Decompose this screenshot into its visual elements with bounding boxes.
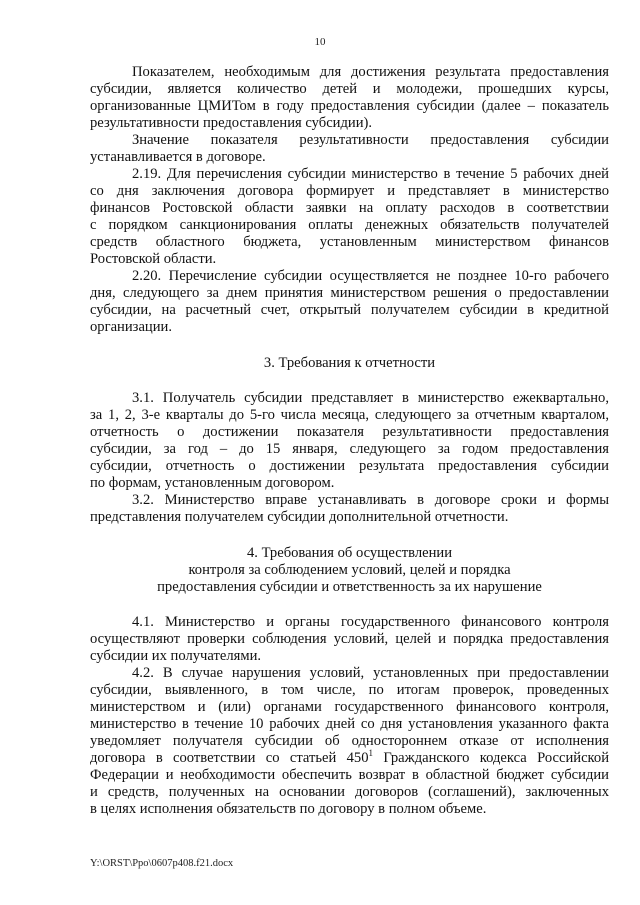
text-line: Показателем, необходимым для достижения результата предоставления — [132, 64, 609, 80]
text-line: финансов Ростовской области заявки на оплату расходов в соответствии — [90, 200, 609, 216]
section-heading-4-line: предоставления субсидии и ответственность за их нарушение — [157, 579, 542, 595]
text-line: с порядком санкционирования оплаты денежных обязательств получателей — [90, 217, 609, 233]
section-heading-3: 3. Требования к отчетности — [263, 355, 436, 371]
text-line: субсидии, на расчетный счет, открытый получателем субсидии в кредитной — [90, 302, 609, 318]
text-line: средств областного бюджета, установленным министерством финансов — [90, 234, 609, 250]
text-line: 3.2. Министерство вправе устанавливать в договоре сроки и формы — [132, 492, 609, 508]
text-line: Федерации и необходимости обеспечить возврат в областной бюджет субсидии — [90, 767, 609, 783]
text-line: организованные ЦМИТом в году предоставления субсидии (далее – показатель — [90, 98, 609, 114]
text-fragment: Гражданского кодекса Российской — [373, 750, 610, 766]
text-line: по формам, установленным договором. — [90, 475, 335, 491]
text-line: за 1, 2, 3-е кварталы до 5-го числа месяца, следующего за отчетным кварталом, — [90, 407, 609, 423]
text-line: и средств, полученных на основании договоров (соглашений), заключенных — [90, 784, 609, 800]
text-line: организации. — [90, 319, 172, 335]
text-line: субсидии, отчетность о достижении результата предоставления субсидии — [90, 458, 609, 474]
text-line: результативности предоставления субсидии). — [90, 115, 373, 131]
article-superscript: 1 — [368, 748, 374, 759]
text-line: министерство в течение 10 рабочих дней со дня установления указанного факта — [90, 716, 609, 732]
text-fragment: договора в соответствии со статьей 450 — [90, 750, 369, 766]
text-line: отчетность о достижении показателя результативности предоставления — [90, 424, 609, 440]
text-line: уведомляет получателя субсидии об одностороннем отказе от исполнения — [90, 733, 609, 749]
text-line: субсидии, является количество детей и молодежи, прошедших курсы, — [90, 81, 609, 97]
text-line: субсидии, выявленного, в том числе, по итогам проверок, проведенных — [90, 682, 609, 698]
text-line: субсидии, за год – до 15 января, следующего за годом предоставления — [90, 441, 609, 457]
text-line: 3.1. Получатель субсидии представляет в министерство ежеквартально, — [132, 390, 609, 406]
text-line: осуществляют проверки соблюдения условий, целей и порядка предоставления — [90, 631, 609, 647]
text-line: субсидии их получателями. — [90, 648, 262, 664]
text-line: министерством и (или) органами государственного финансового контроля, — [90, 699, 609, 715]
page-number: 10 — [314, 36, 326, 48]
text-line: устанавливается в договоре. — [90, 149, 266, 165]
text-line: Ростовской области. — [90, 251, 217, 267]
section-heading-4-line: контроля за соблюдением условий, целей и порядка — [188, 562, 511, 578]
text-line: 4.1. Министерство и органы государственного финансового контроля — [132, 614, 609, 630]
text-line: в целях исполнения обязательств по договору в полном объеме. — [90, 801, 487, 817]
section-heading-4-line: 4. Требования об осуществлении — [246, 545, 453, 561]
text-line: дня, следующего за днем принятия министерством решения о предоставлении — [90, 285, 609, 301]
text-line: со дня заключения договора формирует и представляет в министерство — [90, 183, 609, 199]
text-line — [90, 750, 609, 767]
text-line: 2.20. Перечисление субсидии осуществляется не позднее 10-го рабочего — [132, 268, 609, 284]
text-line: 2.19. Для перечисления субсидии министерство в течение 5 рабочих дней — [132, 166, 609, 182]
file-path-footer: Y:\ORST\Ppo\0607p408.f21.docx — [90, 858, 234, 869]
text-line: Значение показателя результативности предоставления субсидии — [132, 132, 609, 148]
text-line: представления получателем субсидии дополнительной отчетности. — [90, 509, 509, 525]
text-line: 4.2. В случае нарушения условий, установленных при предоставлении — [132, 665, 609, 681]
